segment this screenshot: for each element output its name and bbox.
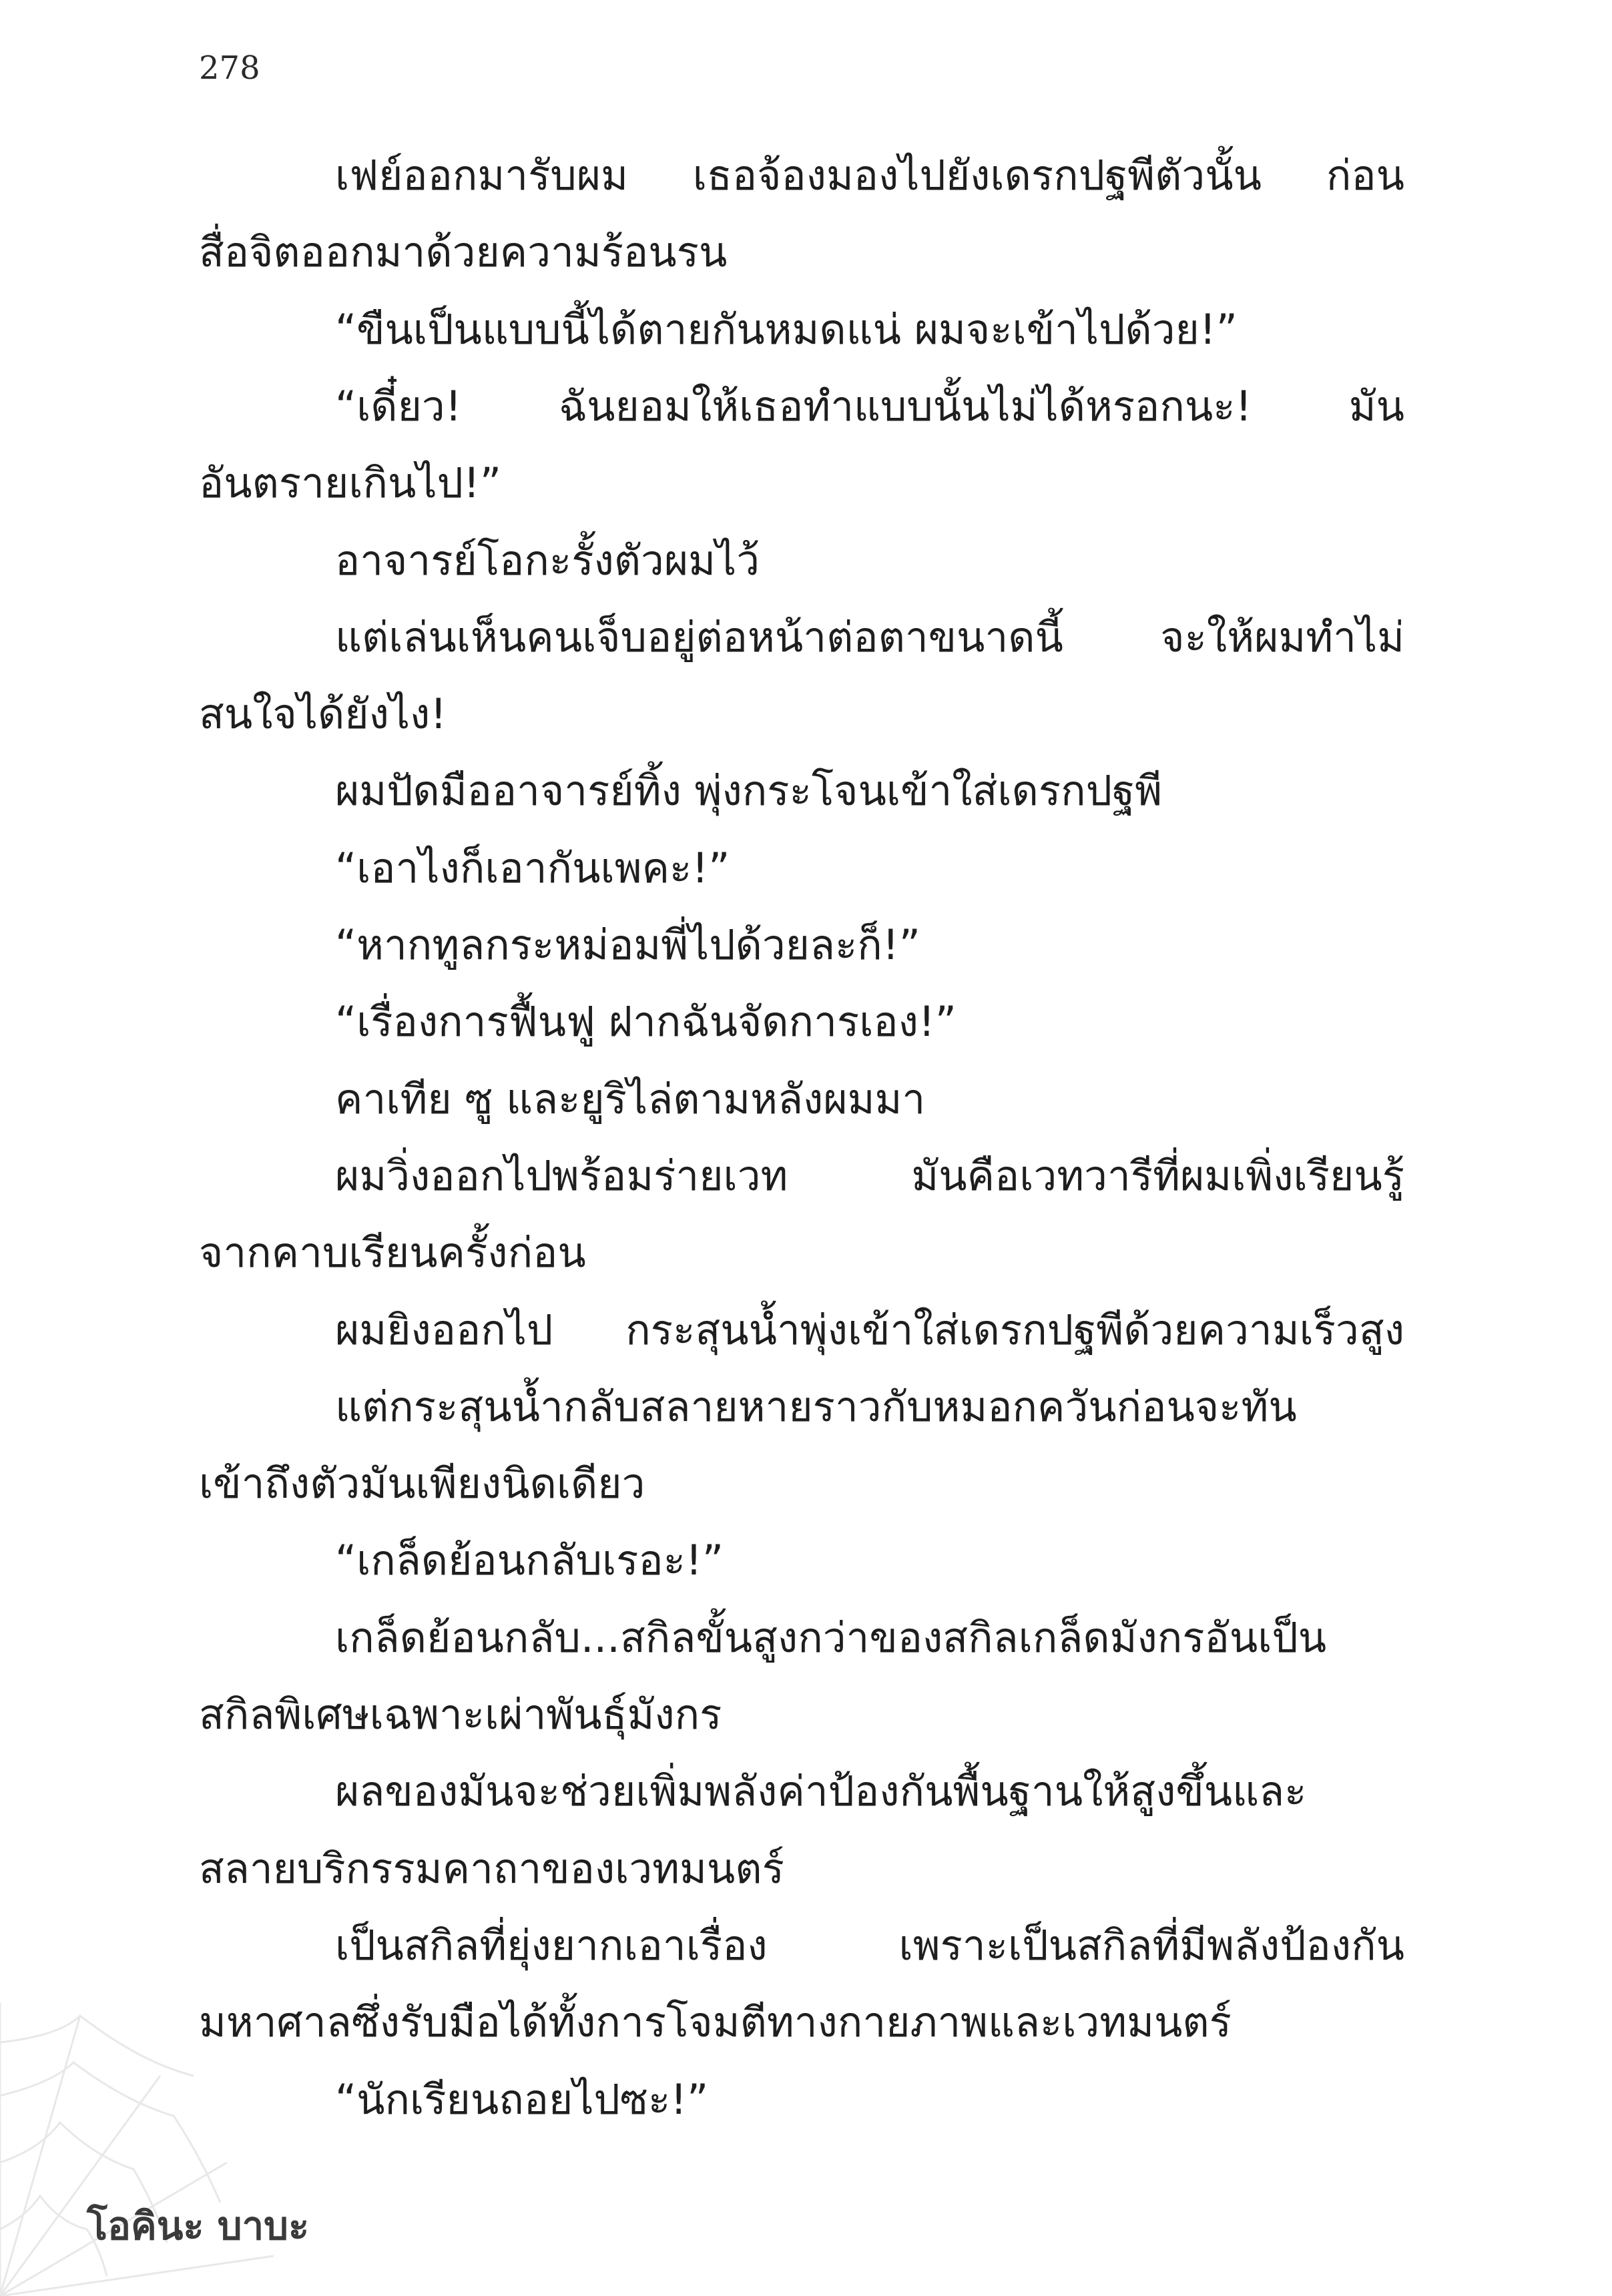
text-line: เกล็ดย้อนกลับ...สกิลขั้นสูงกว่าของสกิลเกล็ดมังกรอันเป็น — [335, 1613, 1327, 1662]
text-word: กระสุนน้ำพุ่งเข้าใส่เดรกปฐพีด้วยความเร็วสูง — [625, 1305, 1404, 1354]
text-word: แต่เล่นเห็นคนเจ็บอยู่ต่อหน้าต่อตาขนาดนี้ — [335, 612, 1063, 661]
text-line — [335, 607, 1404, 667]
text-line — [335, 1300, 1404, 1360]
text-word: เป็นสกิลที่ยุ่งยากเอาเรื่อง — [335, 1920, 768, 1970]
text-line: “เอาไงก็เอากันเพคะ!” — [335, 843, 730, 892]
text-line: สลายบริกรรมคาถาของเวทมนตร์ — [199, 1843, 784, 1893]
text-line — [335, 376, 1404, 437]
text-word: ผมวิ่งออกไปพร้อมร่ายเวท — [335, 1151, 788, 1200]
text-word: มัน — [1348, 381, 1404, 431]
text-line: อาจารย์โอกะรั้งตัวผมไว้ — [335, 535, 760, 585]
text-line: จากคาบเรียนครั้งก่อน — [199, 1228, 586, 1277]
page-number: 278 — [199, 49, 260, 87]
text-line: คาเทีย ซู และยูริไล่ตามหลังผมมา — [335, 1074, 926, 1123]
text-line: ผลของมันจะช่วยเพิ่มพลังค่าป้องกันพื้นฐานให้สูงขึ้นและ — [335, 1767, 1307, 1816]
text-line: “ขืนเป็นแบบนี้ได้ตายกันหมดแน่ ผมจะเข้าไปด้วย!” — [335, 304, 1238, 354]
text-line: “เรื่องการฟื้นฟู ฝากฉันจัดการเอง!” — [335, 997, 957, 1047]
text-line: แต่กระสุนน้ำกลับสลายหายราวกับหมอกควันก่อนจะทัน — [335, 1382, 1297, 1431]
text-line: “หากทูลกระหม่อมพี่ไปด้วยละก็!” — [335, 920, 920, 969]
text-word: “เดี๋ยว! — [335, 381, 462, 431]
text-line: สกิลพิเศษเฉพาะเผ่าพันธุ์มังกร — [199, 1690, 722, 1739]
text-line — [335, 1916, 1404, 1976]
text-line: อันตรายเกินไป!” — [199, 459, 501, 508]
text-word: ก่อน — [1326, 151, 1404, 200]
text-word: จะให้ผมทำไม่ — [1160, 612, 1404, 661]
text-word: ฉันยอมให้เธอทำแบบนั้นไม่ได้หรอกนะ! — [558, 381, 1252, 431]
text-line: ผมปัดมืออาจารย์ทิ้ง พุ่งกระโจนเข้าใส่เดรกปฐพี — [335, 766, 1163, 816]
text-word: เพราะเป็นสกิลที่มีพลังป้องกัน — [898, 1920, 1404, 1970]
text-word: เธอจ้องมองไปยังเดรกปฐพีตัวนั้น — [692, 151, 1262, 200]
text-line — [335, 1146, 1404, 1206]
text-line: สนใจได้ยังไง! — [199, 689, 447, 739]
text-word: มันคือเวทวารีที่ผมเพิ่งเรียนรู้ — [911, 1151, 1404, 1200]
author-name: โอคินะ บาบะ — [87, 2203, 310, 2249]
text-line: เข้าถึงตัวมันเพียงนิดเดียว — [199, 1459, 645, 1508]
text-line: มหาศาลซึ่งรับมือได้ทั้งการโจมตีทางกายภาพและเวทมนตร์ — [199, 1998, 1232, 2047]
text-word: ผมยิงออกไป — [335, 1305, 553, 1354]
text-word: เฟย์ออกมารับผม — [335, 151, 628, 200]
text-line: “นักเรียนถอยไปซะ!” — [335, 2074, 709, 2124]
text-line — [335, 146, 1404, 206]
text-line: สื่อจิตออกมาด้วยความร้อนรน — [199, 228, 728, 277]
text-line: “เกล็ดย้อนกลับเรอะ!” — [335, 1536, 724, 1585]
